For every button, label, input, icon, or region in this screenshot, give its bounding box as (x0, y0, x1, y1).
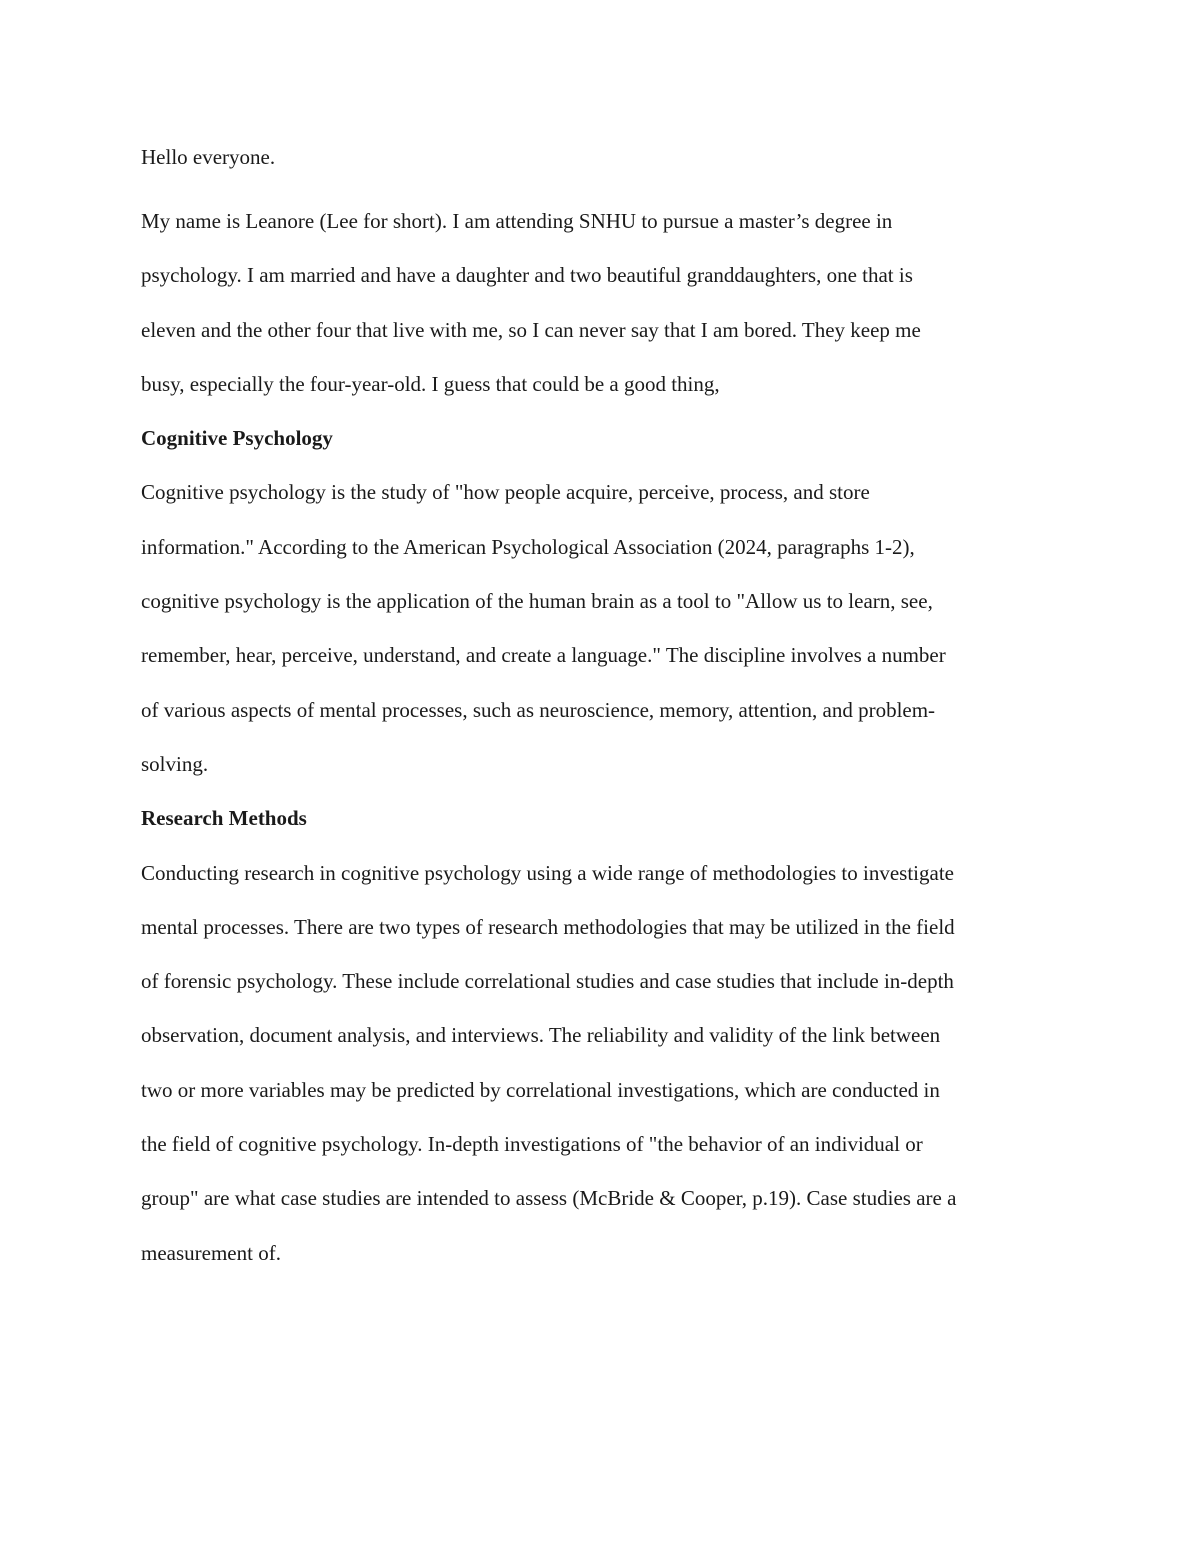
paragraph-line: group" are what case studies are intended to assess (McBride & Cooper, p.19). Case studies are a (141, 1186, 957, 1211)
document-body (141, 140, 1071, 1280)
paragraph-line: remember, hear, perceive, understand, and create a language." The discipline involves a number (141, 643, 946, 668)
paragraph-line: Cognitive psychology is the study of "how people acquire, perceive, process, and store (141, 480, 870, 505)
paragraph-line: measurement of. (141, 1240, 281, 1265)
greeting-text: Hello everyone. (141, 145, 276, 169)
paragraph-line: cognitive psychology is the application of the human brain as a tool to "Allow us to learn, see, (141, 589, 933, 614)
paragraph-line: information." According to the American Psychological Association (2024, paragraphs 1-2), (141, 534, 915, 559)
paragraph-line: mental processes. There are two types of research methodologies that may be utilized in the field (141, 914, 955, 939)
section-heading-research-methods: Research Methods (141, 806, 307, 831)
paragraph-line: of various aspects of mental processes, such as neuroscience, memory, attention, and problem- (141, 697, 936, 722)
intro-line: My name is Leanore (Lee for short). I am attending SNHU to pursue a master’s degree in (141, 209, 893, 233)
paragraph-line: two or more variables may be predicted by correlational investigations, which are conducted in (141, 1077, 940, 1102)
paragraph-line: of forensic psychology. These include correlational studies and case studies that include in-depth (141, 969, 954, 994)
paragraph-line: Conducting research in cognitive psychology using a wide range of methodologies to investigate (141, 860, 954, 885)
intro-line: psychology. I am married and have a daughter and two beautiful granddaughters, one that is (141, 263, 913, 288)
paragraph-line: the field of cognitive psychology. In-depth investigations of "the behavior of an individual or (141, 1132, 923, 1157)
intro-line: eleven and the other four that live with me, so I can never say that I am bored. They keep me (141, 317, 921, 342)
paragraph-line: solving. (141, 751, 209, 776)
intro-paragraph (141, 194, 1071, 411)
cognitive-psychology-paragraph (141, 465, 1071, 791)
paragraph-line: observation, document analysis, and interviews. The reliability and validity of the link between (141, 1023, 941, 1048)
research-methods-paragraph (141, 846, 1071, 1280)
intro-line: busy, especially the four-year-old. I guess that could be a good thing, (141, 371, 720, 396)
section-heading-cognitive-psychology: Cognitive Psychology (141, 426, 333, 451)
